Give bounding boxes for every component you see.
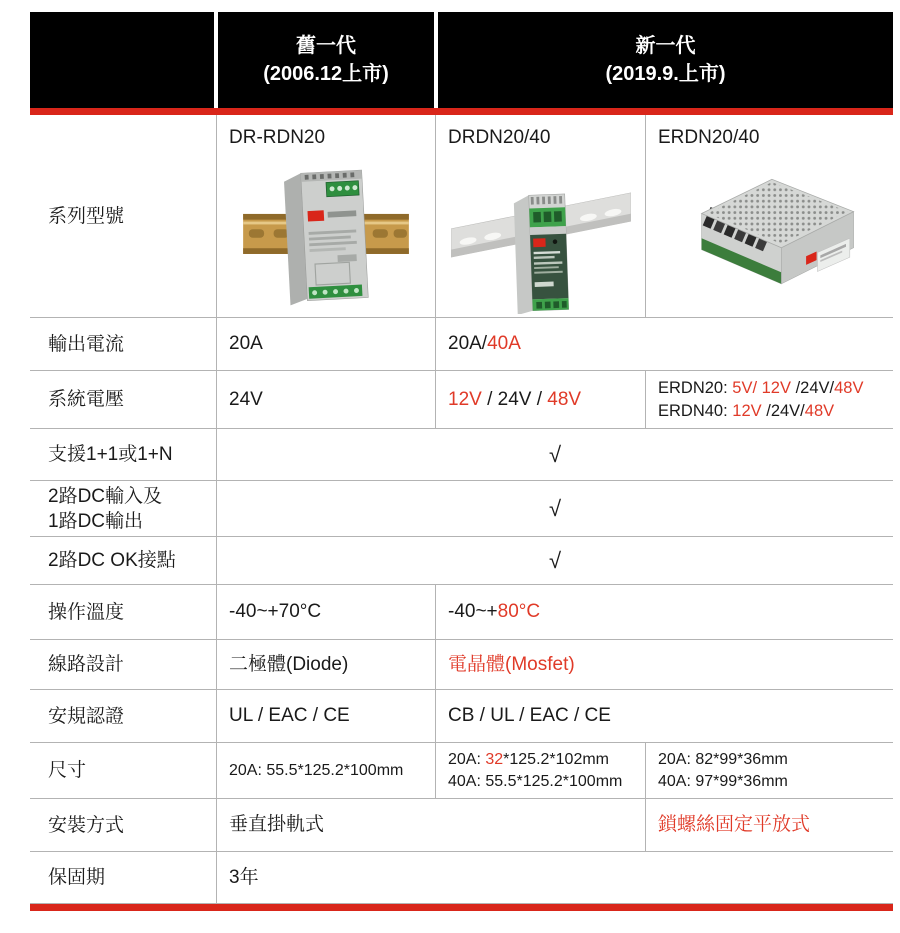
- table-cell: [216, 537, 893, 584]
- value-text: 20A: 82*99*36mm: [658, 750, 788, 768]
- row-label: 2路DC輸入及 1路DC輸出: [48, 485, 163, 532]
- old-generation-title: 舊一代: [296, 35, 356, 57]
- value-text: /24V/: [795, 378, 835, 397]
- table-header: [30, 12, 893, 108]
- value-text: ERDN40:: [658, 401, 733, 420]
- psu-body: [284, 170, 369, 305]
- highlighted-value: 電晶體(Mosfet): [448, 653, 575, 675]
- table-row-9: [30, 690, 893, 743]
- row-label: 線路設計: [48, 654, 125, 675]
- table-cell: [435, 371, 645, 428]
- value-text: √: [548, 495, 562, 521]
- value-text: *125.2*102mm: [503, 750, 609, 768]
- product-model: DRDN20/40: [448, 127, 551, 148]
- table-row-6: [30, 537, 893, 585]
- row-label: 安裝方式: [48, 814, 125, 836]
- table-cell: [435, 318, 893, 370]
- product-photo-erdn20-40: [675, 164, 865, 302]
- table-cell: [435, 640, 893, 689]
- row-label: 輸出電流: [48, 333, 125, 355]
- header-old-generation: [218, 12, 434, 108]
- new-generation-launch-date: (2019.9.上市): [605, 63, 726, 85]
- bottom-red-divider: [30, 904, 893, 911]
- psu-body: [701, 179, 853, 284]
- value-text: 24V: [229, 388, 263, 410]
- product-cell: [645, 115, 893, 317]
- value-text: 40A: 55.5*125.2*100mm: [448, 772, 623, 790]
- row-label: 支援1+1或1+N: [48, 444, 173, 465]
- new-generation-title: 新一代: [635, 35, 696, 57]
- header-blank-cell: [30, 12, 214, 108]
- value-text: -40~+70°C: [229, 601, 322, 622]
- table-cell: [216, 318, 435, 370]
- table-cell: [645, 743, 893, 798]
- value-text: 3年: [229, 866, 259, 888]
- table-row-2: [30, 318, 893, 371]
- product-model: ERDN20/40: [658, 127, 760, 148]
- product-photo-drdn20-40: [451, 153, 631, 314]
- header-new-generation: [438, 12, 893, 108]
- value-text: -40~+: [448, 601, 498, 622]
- top-red-divider: [30, 108, 893, 115]
- value-text: √: [548, 547, 562, 573]
- value-text: 20A: [229, 333, 263, 354]
- old-generation-launch-date: (2006.12上市): [263, 63, 389, 85]
- highlighted-value: 40A: [487, 333, 521, 354]
- table-row-4: [30, 429, 893, 481]
- highlighted-value: 12V: [448, 388, 482, 410]
- value-text: √: [548, 441, 562, 467]
- highlighted-value: 12V: [732, 401, 767, 420]
- table-row-1: [30, 115, 893, 318]
- table-cell: [216, 852, 893, 903]
- comparison-grid: [30, 115, 893, 904]
- product-image: [217, 149, 435, 317]
- table-cell: [216, 743, 435, 798]
- row-label: 保固期: [48, 867, 106, 888]
- table-row-12: [30, 852, 893, 904]
- table-cell: [216, 690, 435, 742]
- table-cell: [216, 481, 893, 536]
- table-cell: [645, 799, 893, 851]
- highlighted-value: 48V: [804, 401, 835, 420]
- row-label: 系統電壓: [48, 389, 125, 410]
- table-row-7: [30, 585, 893, 640]
- table-row-3: [30, 371, 893, 429]
- highlighted-value: 80°C: [497, 601, 541, 622]
- table-cell: [216, 585, 435, 639]
- highlighted-value: 鎖螺絲固定平放式: [658, 814, 811, 835]
- product-image: [436, 149, 645, 317]
- product-photo-dr-rdn20: [241, 153, 411, 313]
- row-label: 系列型號: [48, 205, 125, 227]
- product-image: [646, 149, 893, 317]
- value-text: / 24V /: [481, 388, 548, 410]
- value-text: 20A: 55.5*125.2*100mm: [229, 761, 404, 779]
- value-text: 20A/: [448, 333, 488, 354]
- value-text: 20A:: [448, 750, 486, 768]
- value-text: /24V/: [766, 401, 805, 420]
- row-label: 尺寸: [48, 760, 87, 781]
- table-row-5: [30, 481, 893, 537]
- table-cell: [645, 371, 893, 428]
- table-cell: [435, 743, 645, 798]
- product-cell: [216, 115, 435, 317]
- row-label: 操作溫度: [48, 601, 125, 623]
- table-cell: [216, 371, 435, 428]
- product-model: DR-RDN20: [229, 127, 326, 148]
- table-row-8: [30, 640, 893, 690]
- row-label: 安規認證: [48, 705, 125, 727]
- table-cell: [435, 690, 893, 742]
- psu-body: [513, 193, 568, 313]
- comparison-table: [30, 12, 893, 911]
- highlighted-value: 5V/ 12V: [732, 378, 796, 397]
- table-row-10: [30, 743, 893, 799]
- value-text: ERDN20:: [658, 378, 733, 397]
- highlighted-value: 32: [485, 750, 504, 768]
- highlighted-value: 48V: [834, 378, 864, 397]
- table-cell: [216, 429, 893, 480]
- table-cell: [216, 799, 645, 851]
- table-row-11: [30, 799, 893, 852]
- value-text: UL / EAC / CE: [229, 705, 350, 726]
- value-text: 垂直掛軌式: [229, 814, 325, 835]
- value-text: CB / UL / EAC / CE: [448, 705, 611, 726]
- row-label: 2路DC OK接點: [48, 550, 176, 571]
- highlighted-value: 48V: [547, 388, 582, 410]
- table-cell: [435, 585, 893, 639]
- value-text: 二極體(Diode): [229, 653, 349, 675]
- table-cell: [216, 640, 435, 689]
- product-cell: [435, 115, 645, 317]
- value-text: 40A: 97*99*36mm: [658, 772, 788, 790]
